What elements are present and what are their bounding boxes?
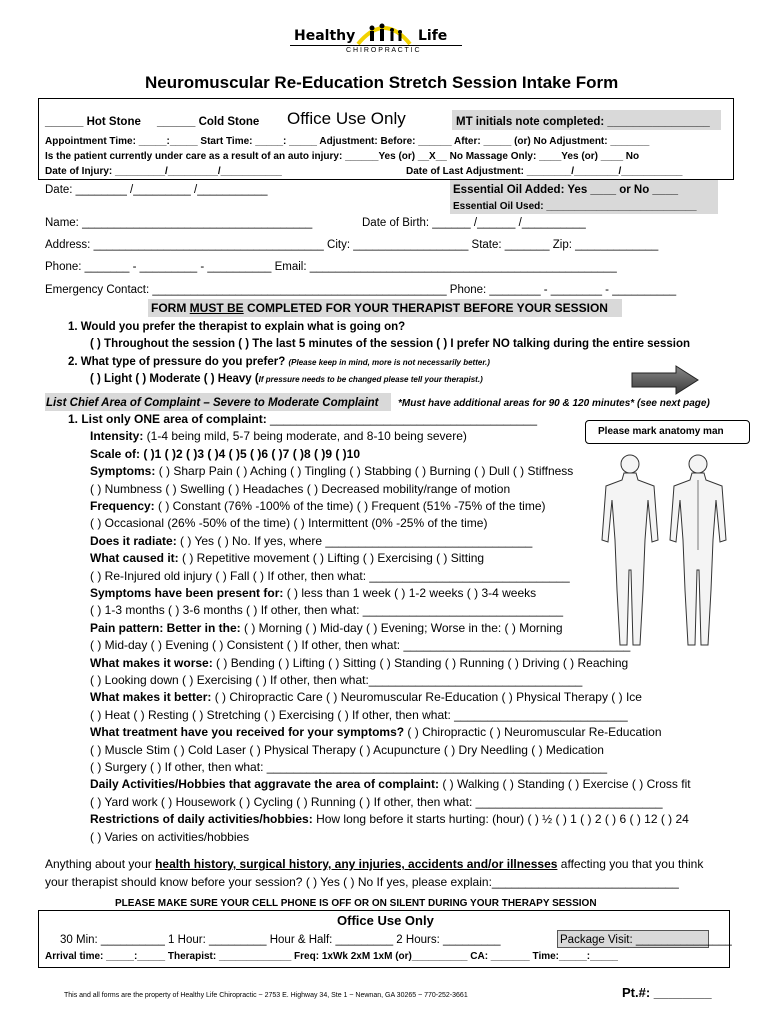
complaint-line-options[interactable]: How long before it starts hurting: (hour) ( ) ½ ( ) 1 ( ) 2 ( ) 6 ( ) 12 ( ) 24 — [316, 812, 689, 827]
complaint-line[interactable] — [90, 499, 546, 513]
complaint-line-options[interactable]: ( ) 1-3 months ( ) 3-6 months ( ) If other, then what: ______________________________ — [90, 603, 563, 618]
complaint-line-options[interactable]: ( ) Yard work ( ) Housework ( ) Cycling ( ) Running ( ) If other, then what: ____________________________ — [90, 794, 663, 809]
complaint-line[interactable] — [68, 412, 537, 426]
date-field[interactable]: Date: ________ /_________ /___________ — [45, 184, 268, 196]
complaint-line[interactable] — [90, 621, 563, 635]
complaint-line[interactable] — [90, 725, 662, 739]
complaint-line-options[interactable]: ( ) Mid-day ( ) Evening ( ) Consistent ( ) If other, then what: __________________________________ — [90, 638, 631, 653]
complaint-line[interactable] — [90, 569, 570, 583]
complaint-line-options[interactable]: ( ) Surgery ( ) If other, then what: ___________________________________________________ — [90, 760, 608, 774]
complaint-line[interactable] — [90, 656, 628, 670]
complaint-line-label: Symptoms have been present for: — [90, 586, 287, 600]
complaint-line[interactable] — [90, 551, 484, 565]
banner-post: COMPLETED FOR YOUR THERAPIST BEFORE YOUR SESSION — [243, 301, 608, 315]
must-have-note: *Must have additional areas for 90 & 120 minutes* (see next page) — [398, 398, 710, 409]
complaint-line-label: What treatment have you received for your symptoms? — [90, 725, 408, 740]
question-2-note: (Please keep in mind, more is not necessarily better.) — [288, 358, 490, 367]
complaint-line-options[interactable]: ( ) Walking ( ) Standing ( ) Exercise ( ) Cross fit — [442, 777, 691, 792]
form-title: Neuromuscular Re-Education Stretch Session Intake Form — [145, 73, 619, 92]
complaint-line-label: Does it radiate: — [90, 533, 181, 548]
complaint-line-options[interactable]: ( ) Sharp Pain ( ) Aching ( ) Tingling ( ) Stabbing ( ) Burning ( ) Dull ( ) Stiffness — [158, 464, 574, 479]
banner-pre: FORM — [151, 301, 190, 315]
complaint-line-options[interactable]: ( ) Varies on activities/hobbies — [90, 829, 250, 844]
complaint-line[interactable] — [90, 795, 663, 809]
complaint-line-label: 1. List only ONE area of complaint: — [68, 412, 271, 426]
question-2-label: 2. What type of pressure do you prefer? — [68, 356, 286, 368]
complaint-line[interactable] — [90, 690, 642, 704]
complaint-line-options[interactable]: ( ) Constant (76% -100% of the time) ( ) Frequent (51% -75% of the time) — [158, 499, 546, 513]
complaint-line-label: Symptoms: — [90, 464, 159, 479]
appointment-line: Appointment Time: _____:_____ Start Time: _____: _____ Adjustment: Before: ______ After: _____ (or) No Adjustment: _______ — [45, 136, 650, 147]
complaint-line-label: Daily Activities/Hobbies that aggravate the area of complaint: — [90, 777, 443, 792]
logo-underline — [290, 45, 462, 46]
anatomy-label: Please mark anatomy man — [598, 426, 724, 437]
question-1-options[interactable]: ( ) Throughout the session ( ) The last 5 minutes of the session ( ) I prefer NO talking during the entire session — [90, 338, 690, 350]
question-2 — [68, 355, 490, 370]
anatomy-front-figure — [602, 455, 658, 645]
complaint-line-options[interactable]: ( ) Muscle Stim ( ) Cold Laser ( ) Physical Therapy ( ) Acupuncture ( ) Dry Needling ( ) Medication — [90, 742, 604, 757]
cold-stone: ______ Cold Stone — [157, 116, 260, 128]
office-bottom-row-2[interactable]: Arrival time: _____:_____ Therapist: _____________ Freq: 1xWk 2xM 1xM (or)__________ CA: _______ Time:_____:_____ — [45, 951, 618, 962]
package-visit[interactable]: Package Visit: _______________ — [560, 934, 732, 946]
name-field[interactable]: Name: ____________________________________ — [45, 217, 313, 229]
logo-figures-icon — [354, 18, 414, 48]
next-page-arrow-icon — [630, 364, 700, 396]
logo-text-right: Life — [418, 28, 448, 44]
question-1: 1. Would you prefer the therapist to explain what is going on? — [68, 321, 406, 333]
address-field[interactable]: Address: ____________________________________ City: __________________ State: _______ Zip: _____________ — [45, 239, 659, 251]
complaint-line[interactable] — [90, 830, 249, 844]
complaint-line-options[interactable]: ( ) Morning ( ) Mid-day ( ) Evening; Worse in the: ( ) Morning — [244, 620, 563, 635]
complaint-line[interactable] — [90, 603, 563, 617]
complaint-line[interactable] — [90, 708, 628, 722]
complaint-line-options[interactable]: ( ) Chiropractic Care ( ) Neuromuscular Re-Education ( ) Physical Therapy ( ) Ice — [214, 690, 642, 705]
patient-number[interactable]: Pt.#: ________ — [622, 985, 712, 1000]
health-history-emphasis: health history, surgical history, any injuries, accidents and/or illnesses — [155, 857, 558, 871]
oil-added[interactable]: Essential Oil Added: Yes ____ or No ____ — [453, 184, 678, 196]
mt-initials: MT initials note completed: ________________ — [456, 116, 710, 128]
complaint-line-options[interactable]: ( ) Occasional (26% -50% of the time) ( ) Intermittent (0% -25% of the time) — [90, 516, 488, 531]
banner-must-be: MUST BE — [189, 301, 244, 315]
anything-about-line-1: Anything about your health history, surgical history, any injuries, accidents and/or illnesses affecting you that you think — [45, 857, 704, 871]
anatomy-diagram[interactable] — [588, 450, 738, 650]
complaint-line-options[interactable]: ( ) Repetitive movement ( ) Lifting ( ) Exercising ( ) Sitting — [182, 551, 485, 566]
hot-stone: ______ Hot Stone — [45, 116, 141, 128]
complaint-line[interactable] — [90, 464, 573, 478]
complaint-line-options[interactable]: ( ) Heat ( ) Resting ( ) Stretching ( ) Exercising ( ) If other, then what: __________________________ — [90, 707, 628, 722]
complaint-line-label: Frequency: — [90, 499, 159, 513]
complaint-line[interactable] — [90, 812, 689, 826]
complaint-line[interactable] — [90, 673, 582, 687]
complaint-line[interactable] — [90, 638, 630, 652]
complaint-line-options[interactable]: (1-4 being mild, 5-7 being moderate, and 8-10 being severe) — [146, 429, 467, 444]
complaint-line[interactable] — [90, 447, 360, 461]
complaint-line-options[interactable]: ( ) less than 1 week ( ) 1-2 weeks ( ) 3-4 weeks — [286, 586, 537, 600]
complaint-line[interactable] — [90, 777, 691, 791]
complaint-line-options[interactable]: ( ) Numbness ( ) Swelling ( ) Headaches ( ) Decreased mobility/range of motion — [90, 481, 511, 496]
complaint-line-options[interactable]: ________________________________________ — [270, 412, 537, 426]
complaint-line-label: What makes it better: — [90, 690, 215, 705]
complaint-line-label: Restrictions of daily activities/hobbies: — [90, 812, 317, 827]
logo-text-left: Healthy — [294, 28, 356, 44]
office-use-title: Office Use Only — [287, 109, 406, 128]
cell-phone-notice: PLEASE MAKE SURE YOUR CELL PHONE IS OFF OR ON SILENT DURING YOUR THERAPY SESSION — [115, 898, 597, 909]
injury-date: Date of Injury: _________/_________/___________ — [45, 166, 282, 177]
complaint-line[interactable] — [90, 429, 467, 443]
complaint-line-label: What makes it worse: — [90, 655, 217, 670]
last-adjustment: Date of Last Adjustment: ________/________/___________ — [406, 166, 683, 177]
complaint-line-options[interactable]: ( ) Bending ( ) Lifting ( ) Sitting ( ) Standing ( ) Running ( ) Driving ( ) Reaching — [216, 655, 629, 670]
office-use-bottom-title: Office Use Only — [337, 913, 434, 928]
dob-field[interactable]: Date of Birth: ______ /______ /__________ — [362, 217, 586, 229]
complaint-line[interactable] — [90, 760, 607, 774]
logo-subtitle: C H I R O P R A C T I C — [346, 47, 420, 54]
complaint-line-label: Scale of: ( )1 ( )2 ( )3 ( )4 ( )5 ( )6 ( )7 ( )8 ( )9 ( )10 — [90, 446, 361, 461]
complaint-line[interactable] — [90, 516, 487, 530]
footer-note: This and all forms are the property of Healthy Life Chiropractic ~ 2753 E. Highway 34, Ste 1 ~ Newnan, GA 30265 ~ 770-252-3661 — [64, 992, 468, 999]
complaint-line[interactable] — [90, 534, 532, 548]
oil-used[interactable]: Essential Oil Used: ___________________________ — [453, 201, 697, 212]
complaint-line[interactable] — [90, 482, 510, 496]
complaint-line-options[interactable]: ( ) Looking down ( ) Exercising ( ) If other, then what:________________________________ — [90, 673, 583, 687]
complaint-line-options[interactable]: ( ) Yes ( ) No. If yes, where _______________________________ — [180, 533, 533, 548]
complaint-line-options[interactable]: ( ) Re-Injured old injury ( ) Fall ( ) If other, then what: ______________________________ — [90, 568, 570, 583]
question-2-opts[interactable]: ( ) Light ( ) Moderate ( ) Heavy ( — [90, 373, 259, 385]
phone-field[interactable]: Phone: _______ - _________ - __________ Email: ________________________________________________ — [45, 261, 617, 273]
logo — [290, 18, 470, 58]
auto-injury-line: Is the patient currently under care as a result of an auto injury: ______Yes (or) __X__ No Massage Only: ____Yes (or) ____ No — [45, 151, 640, 162]
complaint-line-options[interactable]: ( ) Chiropractic ( ) Neuromuscular Re-Education — [407, 725, 662, 740]
office-bottom-row-1[interactable]: 30 Min: __________ 1 Hour: _________ Hour & Half: _________ 2 Hours: _________ — [60, 934, 501, 946]
anatomy-back-figure — [670, 455, 726, 645]
question-2-opts-note: If pressure needs to be changed please tell your therapist.) — [258, 375, 483, 384]
anything-about-line-2[interactable]: your therapist should know before your session? ( ) Yes ( ) No If yes, please explain:____________________________ — [45, 875, 679, 889]
complaint-line[interactable] — [90, 586, 536, 600]
complaint-line[interactable] — [90, 743, 604, 757]
form-must-be-banner — [151, 301, 608, 315]
complaint-line-label: Intensity: — [90, 429, 147, 444]
question-2-options[interactable] — [90, 372, 483, 387]
complaint-line-label: Pain pattern: Better in the: — [90, 620, 245, 635]
emergency-contact-field[interactable]: Emergency Contact: ______________________________________________ Phone: ________ - ________ - __________ — [45, 284, 677, 296]
list-chief-complaint: List Chief Area of Complaint – Severe to Moderate Complaint — [46, 397, 379, 409]
complaint-line-label: What caused it: — [90, 551, 183, 566]
